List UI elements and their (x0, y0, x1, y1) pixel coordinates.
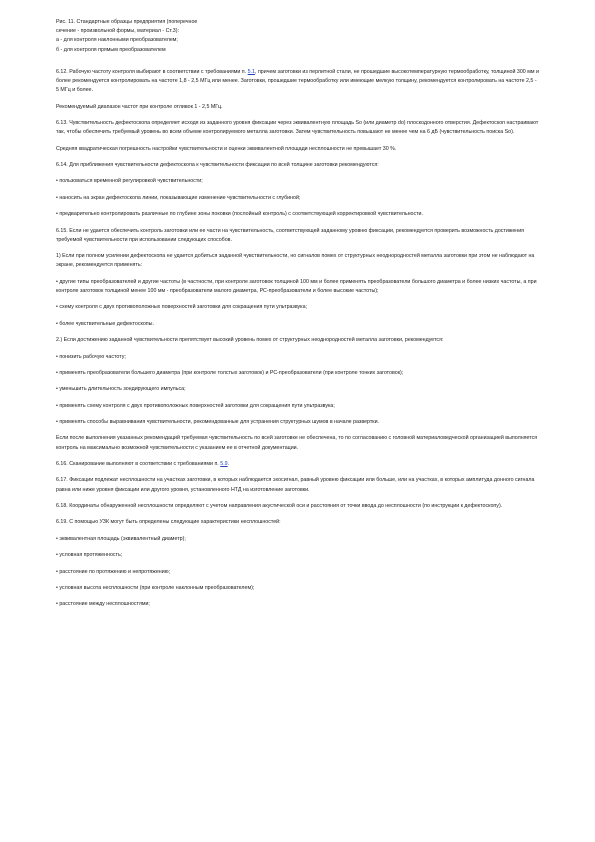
list-item: • другие типы преобразователей и другие частоты (в частности, при контроле заготовок толщиной 100 мм и более применять преобразователи большого диаметра и более низких частоты, а при контроле заготовок толщиной менее 100 мм - преобразователи малого диаметра, РС-преобразователи и более высокие частоты); (56, 278, 537, 294)
list-item: • расстояние между несплошностями; (56, 601, 150, 608)
list-item: • схему контроля с двух противоположных поверхностей заготовки для сокращения пути ультразвука; (56, 304, 308, 311)
list-item: • понизить рабочую частоту; (56, 353, 126, 360)
paragraph-6-14: 6.14. Для приближения чувствительности дефектоскопа к чувствительности фиксации по всей толщине заготовки рекомендуются: (56, 161, 379, 168)
list-item: • предварительно контролировать различные по глубине зоны поковки (послойный контроль) с соответствующей корректировкой чувствительности. (56, 211, 423, 218)
link-5-1[interactable]: 5.1 (247, 68, 255, 75)
list-item: • уменьшить длительность зондирующего импульса; (56, 386, 186, 393)
list-item: • расстояние по протяжению и непротяжению; (56, 568, 171, 575)
link-5-9[interactable]: 5.9 (220, 461, 228, 468)
list-item: • применять способы выравнивания чувствительности, рекомендованные для устранения структурных шумов в начале развертки. (56, 419, 380, 426)
list-item: • условная протяженность; (56, 552, 123, 559)
list-item: • применять преобразователи большего диаметра (при контроле толстых заготовок) и РС-преобразователи (при контроле тонких заготовок); (56, 369, 404, 376)
list-item: • применять схему контроля с двух противоположных поверхностей заготовки для сокращения пути ультразвука; (56, 402, 335, 409)
paragraph-6-19: 6.19. С помощью УЗК могут быть определены следующие характеристики несплошностей: (56, 519, 281, 526)
caption-line: а - для контроля наклонными преобразователем; (56, 37, 178, 44)
caption-line: Рис. 11. Стандартные образцы предприятия (поперечное (56, 19, 198, 25)
list-item: • пользоваться временной регулировкой чувствительности; (56, 178, 203, 185)
paragraph-after-recommendations: Если после выполнения указанных рекомендаций требуемая чувствительность по всей заготовке не обеспечена, то по согласованию с головной материаловедческой организацией выполняется контроль на максимально возможной чувствительности с указанием ее в отчетной документации. (56, 435, 538, 451)
paragraph-6-15-2: 2.) Если достижению заданной чувствительности препятствует высокий уровень помех от структурных неоднородностей металла заготовки, рекомендуется: (56, 337, 444, 344)
paragraph-6-15: 6.15. Если не удается обеспечить контроль заготовки или ее части на чувствительность, соответствующей заданному уровню фиксации, рекомендуется проверить возможность достижения требуемой чувствительности при использовании следующих способов. (56, 227, 525, 243)
list-item: • эквивалентная площадь (эквивалентный диаметр); (56, 535, 186, 542)
paragraph-6-13: 6.13. Чувствительность дефектоскопа определяет исходя из заданного уровня фиксации через эквивалентную площадь Sо (или диаметр do) плоскодонного отверстия. Дефектоскоп настраивают так, чтобы обеспечить требуемый уровень во всем объеме контролируемого металла заготовки. Затем чувствительность повышают не менее чем на 6 дБ (чувствительность поиска So). (56, 120, 539, 136)
paragraph-frequency-range: Рекомендуемый диапазон частот при контроле отливок 1 - 2,5 МГц. (56, 103, 223, 110)
caption-line: б - для контроля прямым преобразователем (56, 46, 166, 53)
list-item: • условная высота несплошности (при контроле наклонным преобразователем); (56, 584, 255, 591)
list-item: • наносить на экран дефектоскопа линии, показывающие изменение чувствительности с глубиной; (56, 194, 301, 201)
figure-caption (56, 18, 539, 55)
list-item: • более чувствительные дефектоскопы. (56, 320, 154, 327)
paragraph-6-16: 6.16. Сканирование выполняют в соответствии с требованиями п. 5.9. (56, 461, 230, 468)
paragraph-6-12: 6.12. Рабочую частоту контроля выбирают в соответствии с требованиями п. 5.1, причем заготовки из перлитной стали, не прошедшие высокотемпературную термообработку, толщиной 300 мм и более рекомендуется контролировать на частоте 1,8 - 2,5 МГц или менее. Заготовки, прошедшие термообработку или имеющие мелкую толщину, рекомендуется контролировать на частоте 2,5 - 5 МГц и более. (56, 68, 539, 94)
caption-line: сечение - произвольной формы, материал - Ст.3): (56, 28, 179, 35)
paragraph-6-17: 6.17. Фиксации подлежат несплошности на участках заготовки, в которых наблюдается эхосигнал, равный уровню фиксации или больше, или на участках, в которых амплитуда донного сигнала равна или ниже уровня фиксации или другого уровня, установленного НТД на изготовление заготовки. (56, 477, 535, 493)
paragraph-6-15-1: 1) Если при полном усилении дефектоскопа не удается добиться заданной чувствительности, но сигналов помех от структурных неоднородностей металла заготовки при этом не наблюдают на экране, рекомендуется применять: (56, 253, 535, 269)
paragraph-6-18: 6.18. Координаты обнаруженной несплошности определяют с учетом направления акустической оси и расстояния от точки ввода до несплошности (по инструкции к дефектоскопу). (56, 503, 503, 510)
paragraph-error: Средняя квадратическая погрешность настройки чувствительности и оценки эквивалентной площади несплошности не превышает 30 %. (56, 145, 397, 152)
